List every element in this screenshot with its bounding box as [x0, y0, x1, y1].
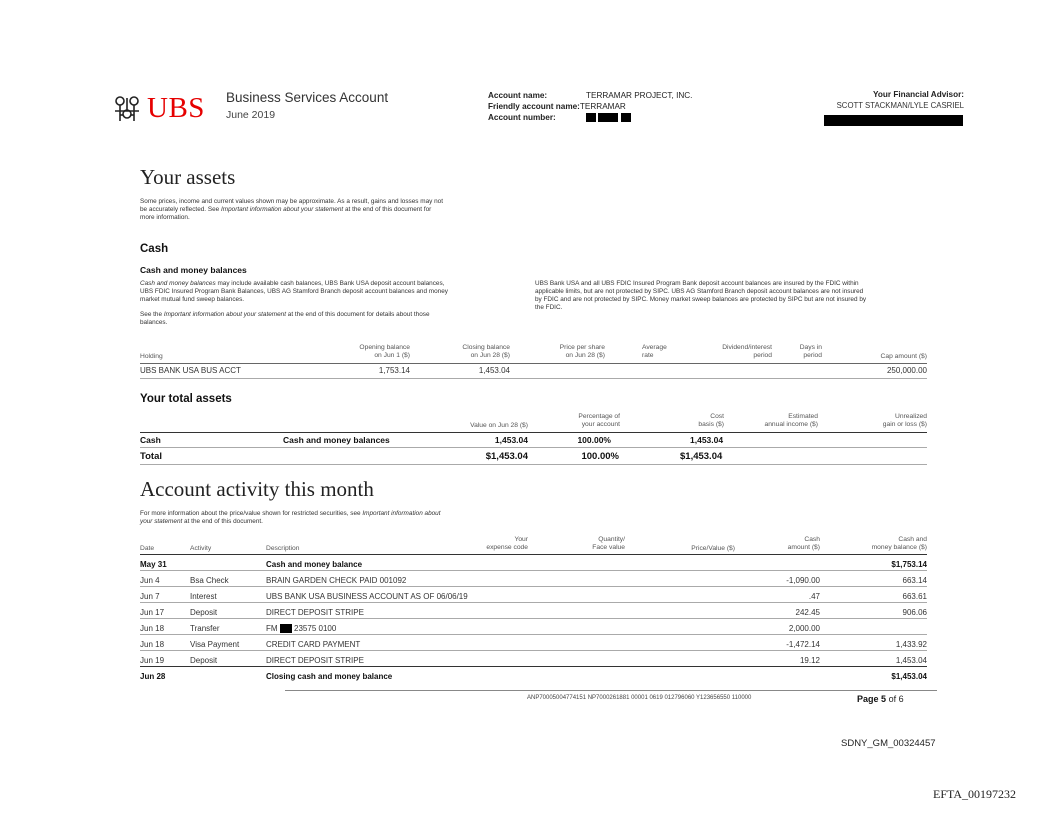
- table-row: [140, 589, 927, 601]
- efta-number: EFTA_00197232: [933, 787, 1017, 801]
- total-row-total-value: $1,453.04: [485, 451, 528, 462]
- row-amount: -1,472.14: [786, 640, 820, 649]
- hdr-line: Face value: [592, 543, 625, 551]
- cash-money-balances-heading: Cash and money balances: [140, 265, 247, 275]
- total-row-total-label: Total: [140, 451, 162, 462]
- text-line: [140, 311, 520, 319]
- text-line: the FDIC.: [535, 304, 563, 311]
- advisor-redaction: [824, 115, 963, 126]
- redaction-block: [280, 624, 292, 633]
- col-holding: Holding: [140, 353, 163, 360]
- row-amount: .47: [808, 592, 820, 601]
- hdr-line: Estimated: [788, 413, 818, 420]
- row-activity: Deposit: [190, 608, 218, 617]
- friendly-name-value: TERRAMAR: [579, 102, 626, 111]
- col-money-balance: [840, 536, 927, 551]
- holding-cap: 250,000.00: [886, 366, 927, 375]
- divider: [140, 432, 927, 433]
- divider: [140, 666, 927, 667]
- account-name-label: Account name:: [488, 91, 548, 100]
- hdr-line: rate: [642, 351, 654, 359]
- account-activity-heading: Account activity this month: [140, 477, 374, 501]
- hdr-line: on Jun 28 ($): [565, 351, 605, 359]
- activity-note: [140, 510, 540, 526]
- hdr-line: gain or loss ($): [882, 420, 927, 428]
- col-value: Value on Jun 28 ($): [470, 422, 528, 429]
- row-description: Cash and money balance: [266, 560, 363, 569]
- hdr-line: on Jun 28 ($): [470, 351, 510, 359]
- col-dividend-period: [690, 344, 772, 359]
- divider: [140, 570, 927, 571]
- col-date: Date: [140, 545, 155, 552]
- total-row-total-cost: $1,453.04: [680, 451, 723, 462]
- row-balance: 1,453.04: [895, 656, 927, 665]
- hdr-line: Quantity/: [598, 536, 625, 543]
- advisor-name: SCOTT STACKMAN/LYLE CASRIEL: [836, 101, 964, 110]
- assets-intro: [140, 198, 520, 222]
- account-name-value: TERRAMAR PROJECT, INC.: [586, 91, 693, 100]
- col-expense-code: [460, 536, 528, 551]
- text-line: [140, 518, 540, 526]
- statement-period: June 2019: [226, 109, 276, 121]
- row-amount: 242.45: [795, 608, 820, 617]
- holding-opening: 1,753.14: [378, 366, 410, 375]
- holding-closing: 1,453.04: [478, 366, 510, 375]
- table-row: [140, 573, 927, 585]
- cash-heading: Cash: [140, 243, 169, 255]
- hdr-line: Dividend/interest: [722, 344, 772, 351]
- redaction-block: [621, 113, 631, 122]
- divider: [140, 634, 927, 635]
- text: be accurately reflected. See: [140, 206, 221, 213]
- table-row: [140, 653, 927, 665]
- row-description: CREDIT CARD PAYMENT: [266, 640, 361, 649]
- desc-prefix: FM: [266, 623, 278, 633]
- text-line: balances.: [140, 319, 168, 326]
- footer-rule: [285, 690, 937, 691]
- bates-number: SDNY_GM_00324457: [841, 738, 936, 749]
- col-cash-amount: [760, 536, 820, 551]
- text: For more information about the price/value shown for restricted securities, see: [140, 510, 363, 517]
- row-date: Jun 18: [140, 624, 165, 633]
- text-line: UBS Bank USA and all UBS FDIC Insured Program Bank deposit account balances are insured by the FDIC within: [535, 280, 859, 287]
- row-balance: 906.06: [902, 608, 927, 617]
- divider: [140, 447, 927, 448]
- divider: [140, 602, 927, 603]
- row-activity: Transfer: [190, 624, 220, 633]
- hdr-line: period: [753, 351, 772, 359]
- hdr-line: Your: [514, 536, 528, 543]
- col-activity: Activity: [190, 545, 212, 552]
- row-date: Jun 17: [140, 608, 165, 617]
- divider: [140, 650, 927, 651]
- total-row-cash-cost: 1,453.04: [690, 435, 724, 445]
- hdr-line: Cash and: [898, 536, 927, 543]
- hdr-line: basis ($): [698, 420, 724, 428]
- total-row-cash-desc: Cash and money balances: [283, 435, 390, 445]
- page-label: Page: [857, 694, 879, 704]
- table-row: [140, 605, 927, 617]
- friendly-name-label: Friendly account name:: [488, 102, 580, 111]
- row-date: Jun 19: [140, 656, 165, 665]
- redaction-block: [598, 113, 618, 122]
- hdr-line: expense code: [486, 543, 528, 551]
- row-balance: $1,453.04: [891, 672, 927, 681]
- hdr-line: on Jun 1 ($): [374, 351, 410, 359]
- hdr-line: Percentage of: [578, 413, 620, 420]
- assets-intro-line: [140, 206, 520, 214]
- col-closing-balance: [430, 344, 510, 359]
- col-cost-basis: [660, 413, 724, 428]
- row-activity: Deposit: [190, 656, 218, 665]
- text: See the: [140, 311, 164, 318]
- col-days-period: [780, 344, 822, 359]
- row-activity: Interest: [190, 592, 217, 601]
- total-assets-heading: Your total assets: [140, 393, 232, 405]
- hdr-line: Average: [642, 344, 667, 351]
- col-quantity: [570, 536, 625, 551]
- col-price-value: Price/Value ($): [691, 545, 735, 552]
- table-row: [140, 637, 927, 649]
- row-amount: 19.12: [799, 656, 820, 665]
- hdr-line: your account: [581, 420, 620, 428]
- text: at the end of this document.: [182, 518, 263, 525]
- cmb-description-left: [140, 280, 520, 327]
- text: at the end of this document for: [343, 206, 432, 213]
- divider: [140, 586, 927, 587]
- text-line: by FDIC and are not protected by SIPC. Money market sweep balances are protected by SIPC but are not insured by: [535, 296, 867, 303]
- cmb-description-right: [535, 280, 930, 312]
- text: at the end of this document for details about those: [286, 311, 430, 318]
- desc-text: 23575 0100: [294, 623, 337, 633]
- advisor-label: Your Financial Advisor:: [873, 90, 964, 99]
- row-date: Jun 18: [140, 640, 165, 649]
- total-row-cash-pct: 100.00%: [577, 435, 611, 445]
- hdr-line: money balance ($): [871, 543, 927, 551]
- col-description: Description: [266, 545, 300, 552]
- divider: [140, 363, 927, 364]
- table-row: [140, 669, 927, 681]
- row-description: DIRECT DEPOSIT STRIPE: [266, 608, 364, 617]
- row-balance: 663.14: [902, 576, 927, 585]
- important-info-ref: your statement: [140, 518, 183, 525]
- account-info: [488, 90, 692, 123]
- row-balance: 1,433.92: [895, 640, 927, 649]
- spacer: [140, 304, 520, 311]
- row-amount: -1,090.00: [786, 576, 820, 585]
- table-row: [140, 621, 927, 633]
- col-percentage: [540, 413, 620, 428]
- row-activity: Bsa Check: [190, 576, 229, 585]
- row-balance: 663.61: [902, 592, 927, 601]
- divider: [140, 378, 927, 379]
- divider: [140, 464, 927, 465]
- row-date: Jun 28: [140, 672, 166, 681]
- col-estimated-income: [735, 413, 818, 428]
- row-amount: 2,000.00: [788, 624, 820, 633]
- hdr-line: Cash: [804, 536, 820, 543]
- hdr-line: Opening balance: [359, 344, 410, 351]
- hdr-line: Cost: [710, 413, 724, 420]
- hdr-line: amount ($): [787, 543, 820, 551]
- divider: [140, 618, 927, 619]
- hdr-line: Closing balance: [462, 344, 510, 351]
- row-description: UBS BANK USA BUSINESS ACCOUNT AS OF 06/06/19: [266, 592, 468, 601]
- text-line: [140, 280, 520, 288]
- hdr-line: annual income ($): [764, 420, 818, 428]
- row-date: May 31: [140, 560, 167, 569]
- row-description: BRAIN GARDEN CHECK PAID 001092: [266, 576, 407, 585]
- text-line: market mutual fund sweep balances.: [140, 296, 245, 303]
- important-info-ref: Important information about your statement: [221, 206, 344, 213]
- statement-title: Business Services Account: [226, 90, 389, 105]
- row-activity: Visa Payment: [190, 640, 240, 649]
- row-description: Closing cash and money balance: [266, 672, 393, 681]
- text-line: UBS FDIC Insured Program Bank Balances, UBS AG Stamford Branch deposit account balances and money: [140, 288, 448, 295]
- text: Cash and money balances: [140, 280, 216, 287]
- row-description: [266, 624, 336, 633]
- footer-code-line: ANP7000500477415​1 NP7000261881 00001 0619 012796060 Y123656550 110000: [527, 695, 752, 701]
- ubs-logo: [111, 93, 205, 123]
- row-date: Jun 4: [140, 576, 160, 585]
- hdr-line: Days in: [799, 344, 822, 351]
- page-indicator: [857, 694, 904, 704]
- important-info-ref: Important information about your statement: [163, 311, 287, 318]
- col-price-per-share: [530, 344, 605, 359]
- table-row: [140, 557, 927, 569]
- redaction-block: [586, 113, 596, 122]
- assets-intro-line: more information.: [140, 214, 190, 221]
- col-average-rate: [642, 344, 667, 359]
- col-unrealized: [840, 413, 927, 428]
- hdr-line: Unrealized: [895, 413, 927, 420]
- hdr-line: Price per share: [559, 344, 605, 351]
- row-balance: $1,753.14: [891, 560, 927, 569]
- text-line: [140, 510, 540, 518]
- hdr-line: period: [803, 351, 822, 359]
- your-assets-heading: Your assets: [140, 165, 236, 189]
- ubs-wordmark: UBS: [147, 92, 205, 124]
- row-date: Jun 7: [140, 592, 160, 601]
- important-info-ref: Important information about: [362, 510, 441, 517]
- holding-name: UBS BANK USA BUS ACCT: [140, 366, 241, 375]
- account-number-label: Account number:: [488, 113, 556, 122]
- text: may include available cash balances, UBS Bank USA deposit account balances,: [215, 280, 445, 287]
- total-row-cash-label: Cash: [140, 435, 161, 445]
- page-total: of 6: [888, 694, 904, 704]
- assets-intro-line: Some prices, income and current values shown may be approximate. As a result, gains and losses may not: [140, 198, 443, 205]
- divider: [140, 554, 927, 555]
- ubs-keys-icon: [111, 93, 143, 123]
- col-opening-balance: [330, 344, 410, 359]
- total-row-cash-value: 1,453.04: [494, 435, 528, 445]
- row-description: DIRECT DEPOSIT STRIPE: [266, 656, 364, 665]
- text-line: applicable limits, but are not protected by SIPC. UBS AG Stamford Branch deposit account balances are not insured: [535, 288, 864, 295]
- total-row-total-pct: 100.00%: [581, 451, 619, 462]
- col-cap-amount: Cap amount ($): [880, 353, 927, 360]
- page-number: 5: [881, 694, 887, 704]
